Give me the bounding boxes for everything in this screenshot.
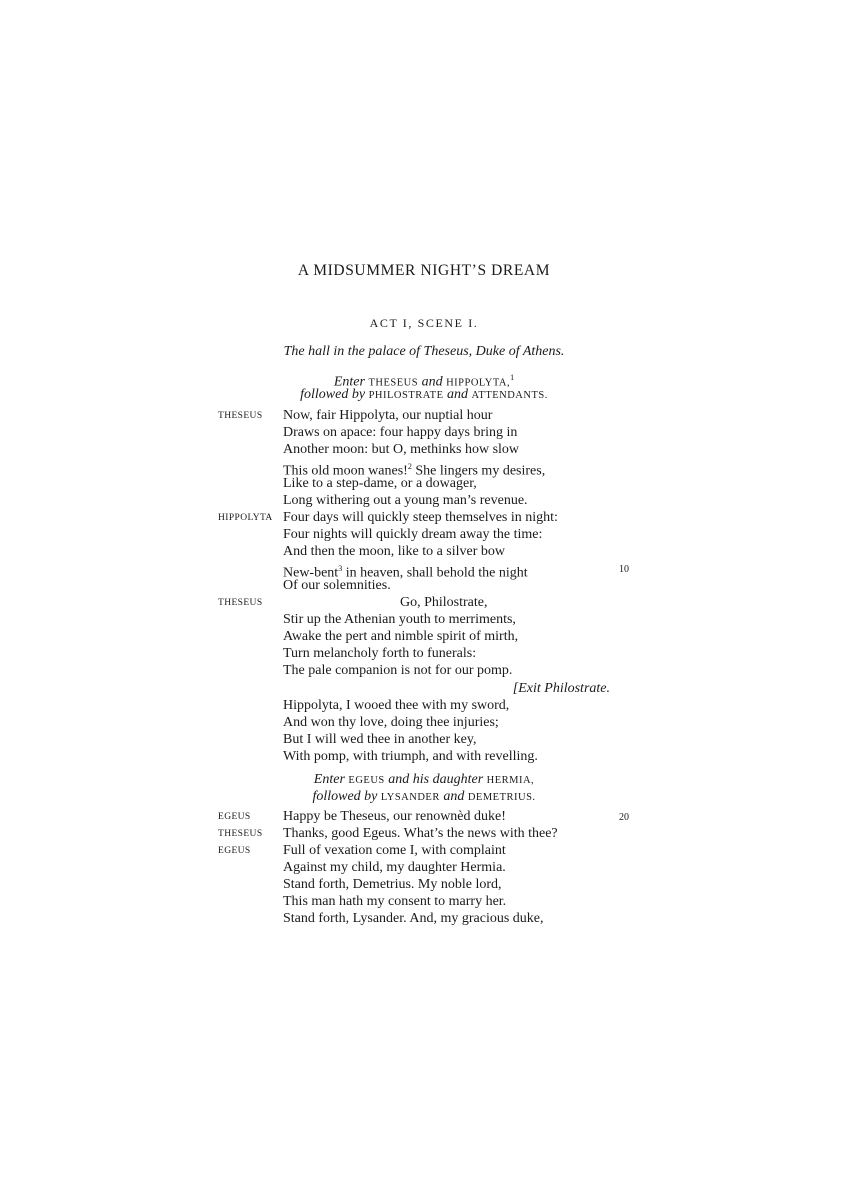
verse-line (0, 662, 848, 679)
verse-text: Full of vexation come I, with complaint (283, 843, 506, 858)
verse-text: And then the moon, like to a silver bow (283, 544, 506, 559)
verse-line (0, 859, 848, 876)
speaker-name: EGEUS (218, 812, 251, 822)
act-scene-heading: ACT I, SCENE I. (369, 316, 479, 330)
running-title: A MIDSUMMER NIGHT’S DREAM (297, 262, 551, 279)
verse-text: Happy be Theseus, our renownèd duke! (283, 809, 506, 824)
verse-line (0, 492, 848, 509)
verse-line (0, 543, 848, 560)
verse-segment: in heaven, shall behold the night (342, 565, 528, 581)
verse-segment: This old moon wanes! (283, 463, 408, 479)
verse-text: Thanks, good Egeus. What’s the news with thee? (283, 826, 558, 841)
verse-line (0, 645, 848, 662)
character-name: ATTENDANTS. (471, 390, 548, 401)
verse-line (0, 611, 848, 628)
verse-text: Four days will quickly steep themselves in night: (283, 510, 558, 525)
verse-line (0, 560, 848, 581)
sd-text: and (439, 789, 468, 804)
verse-text: The pale companion is not for our pomp. (283, 663, 513, 678)
line-number: 20 (619, 812, 629, 823)
verse-text: Of our solemnities. (283, 578, 391, 593)
verse-text: Stand forth, Demetrius. My noble lord, (283, 877, 502, 892)
verse-line (0, 628, 848, 645)
character-name: PHILOSTRATE (368, 390, 444, 401)
verse-text: Hippolyta, I wooed thee with my sword, (283, 698, 510, 713)
sd-text: Enter (313, 772, 349, 787)
verse-line (0, 731, 848, 748)
verse-line (0, 842, 848, 859)
scene-setting: The hall in the palace of Theseus, Duke of Athens. (283, 344, 565, 359)
verse-line (0, 407, 848, 424)
verse-text: With pomp, with triumph, and with revelling. (283, 749, 538, 764)
character-name: THESEUS (368, 377, 419, 389)
verse-text: Long withering out a young man’s revenue. (283, 493, 528, 508)
verse-text: Awake the pert and nimble spirit of mirth, (283, 629, 519, 644)
verse-line (0, 748, 848, 765)
speaker-name: THESEUS (218, 411, 263, 421)
sd-text: followed by (300, 387, 369, 402)
sd-text: Enter (333, 374, 369, 390)
verse-text: Like to a step-dame, or a dowager, (283, 476, 477, 491)
speaker-name: EGEUS (218, 846, 251, 856)
character-name: LYSANDER (380, 792, 440, 803)
verse-line (0, 910, 848, 927)
verse-line (0, 697, 848, 714)
verse-text: Stand forth, Lysander. And, my gracious duke, (283, 911, 544, 926)
speaker-name: THESEUS (218, 598, 263, 608)
verse-line (0, 876, 848, 893)
sd-text: and (418, 374, 447, 390)
verse-line (0, 526, 848, 543)
stage-direction-entrance-1-cont (0, 386, 848, 404)
sd-text: and (443, 387, 472, 402)
verse-line (0, 594, 848, 611)
verse-line (0, 808, 848, 825)
footnote-marker: 3 (338, 564, 343, 573)
footnote-marker: 1 (510, 373, 515, 382)
verse-segment: She lingers my desires, (411, 463, 546, 479)
sd-text: and his daughter (384, 772, 487, 787)
line-number: 10 (619, 564, 629, 575)
verse-line (0, 424, 848, 441)
verse-text: Four nights will quickly dream away the time: (283, 527, 543, 542)
verse-segment: New-bent (283, 565, 339, 581)
verse-text: Against my child, my daughter Hermia. (283, 860, 506, 875)
verse-text: Stir up the Athenian youth to merriments, (283, 612, 516, 627)
stage-direction-entrance-2 (0, 771, 848, 789)
verse-text: Go, Philostrate, (400, 595, 488, 610)
character-name: HERMIA, (486, 775, 535, 786)
verse-line (0, 458, 848, 479)
verse-line (0, 825, 848, 842)
verse-text: Now, fair Hippolyta, our nuptial hour (283, 408, 493, 423)
verse-line (0, 475, 848, 492)
sd-text: followed by (312, 789, 381, 804)
verse-text: But I will wed thee in another key, (283, 732, 477, 747)
exit-direction: [Exit Philostrate. (512, 681, 610, 696)
verse-line (0, 714, 848, 731)
stage-direction-exit (0, 680, 848, 697)
footnote-marker: 2 (407, 462, 412, 471)
verse-line (0, 509, 848, 526)
character-name: HIPPOLYTA, (446, 377, 511, 389)
verse-line (0, 577, 848, 594)
verse-text: This man hath my consent to marry her. (283, 894, 507, 909)
verse-line (0, 893, 848, 910)
verse-text: Draws on apace: four happy days bring in (283, 425, 518, 440)
speaker-name: HIPPOLYTA (218, 513, 273, 523)
verse-text: And won thy love, doing thee injuries; (283, 715, 499, 730)
verse-line (0, 441, 848, 458)
stage-direction-entrance-2-cont (0, 788, 848, 806)
verse-text: Turn melancholy forth to funerals: (283, 646, 477, 661)
character-name: DEMETRIUS. (467, 792, 536, 803)
speaker-name: THESEUS (218, 829, 263, 839)
character-name: EGEUS (348, 775, 385, 786)
verse-text: Another moon: but O, methinks how slow (283, 442, 520, 457)
